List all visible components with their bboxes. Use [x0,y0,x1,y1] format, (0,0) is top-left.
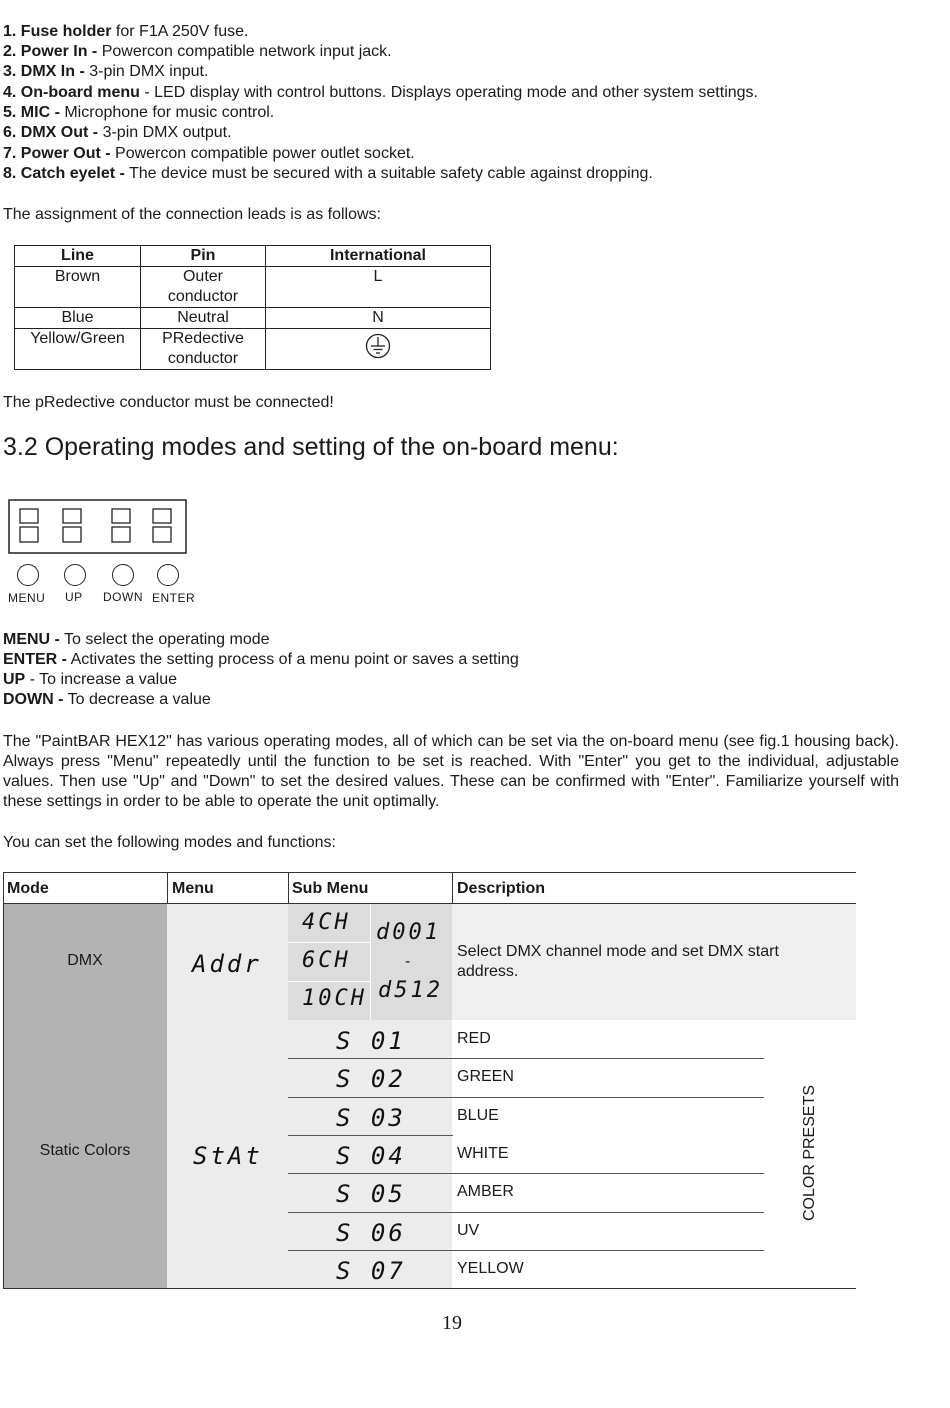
button-description: MENU - To select the operating mode [3,631,270,648]
preset-color: AMBER [457,1183,514,1200]
list-item: 2. Power In - Powercon compatible network input jack. [3,43,392,60]
color-presets-label: COLOR PRESETS [801,1084,818,1222]
table-header-row [15,246,491,267]
connection-table [14,245,491,370]
column-header: Line [15,246,141,267]
submenu-code: 6CH [302,948,351,973]
dmx-range-sep: - [405,953,411,970]
preset-code: S 04 [336,1142,406,1170]
table-cell: N [266,308,491,329]
intro-paragraph: The "PaintBAR HEX12" has various operating modes, all of which can be set via the on-board menu (see fig.1 housing back). Always press "Menu" repeatedly until the function to be set is reached. With "Enter" you get to the individual, adjustable values. Then use "Up" and "Down" to set the desired values. These can be confirmed with "Enter". Familiarize yourself with these settings in order to be able to operate the unit optimally. [3,733,899,810]
preset-color: WHITE [457,1145,509,1162]
mode-dmx: DMX [67,952,103,969]
modes-intro: You can set the following modes and functions: [3,834,336,851]
menu-code-addr: Addr [192,950,262,978]
preset-color: RED [457,1030,491,1047]
list-item: 6. DMX Out - 3-pin DMX output. [3,124,232,141]
mode-static-colors: Static Colors [39,1142,131,1159]
table-cell: Outer conductor [141,267,266,308]
protective-note: The pRedective conductor must be connected! [3,394,334,411]
assignment-intro: The assignment of the connection leads is as follows: [3,206,381,223]
column-header: Mode [7,880,49,897]
page-number: 19 [442,1312,462,1334]
earth-ground-icon [365,333,391,359]
preset-code: S 03 [336,1104,406,1132]
modes-table [0,872,860,1290]
button-description: ENTER - Activates the setting process of a menu point or saves a setting [3,651,519,668]
down-button-icon [112,564,134,586]
table-cell: L [266,267,491,308]
preset-color: GREEN [457,1068,514,1085]
table-row [15,267,491,308]
button-description: UP - To increase a value [3,671,178,688]
preset-code: S 01 [336,1027,406,1055]
list-item: 4. On-board menu - LED display with control buttons. Displays operating mode and other system settings. [3,84,758,101]
table-cell: Blue [15,308,141,329]
submenu-code: 10CH [302,986,367,1011]
button-label: UP [65,590,83,604]
preset-color: YELLOW [457,1260,524,1277]
column-header: Menu [172,880,214,897]
list-item: 1. Fuse holder for F1A 250V fuse. [3,23,249,40]
preset-code: S 07 [336,1257,406,1285]
button-label: ENTER [152,591,196,605]
button-description: DOWN - To decrease a value [3,691,211,708]
table-cell [266,329,491,370]
section-title: 3.2 Operating modes and setting of the on-board menu: [3,433,619,461]
led-panel-illustration [0,495,210,610]
dmx-range-end: d512 [378,978,443,1003]
list-item: 3. DMX In - 3-pin DMX input. [3,63,209,80]
column-header: Sub Menu [292,880,369,897]
dmx-range-start: d001 [376,920,441,945]
led-display-icon [8,499,188,555]
column-header: International [266,246,491,267]
table-cell: PRedective conductor [141,329,266,370]
column-header: Pin [141,246,266,267]
table-cell: Brown [15,267,141,308]
menu-button-icon [17,564,39,586]
up-button-icon [64,564,86,586]
button-label: DOWN [103,590,143,604]
list-item: 8. Catch eyelet - The device must be secured with a suitable safety cable against dropping. [3,165,653,182]
column-header: Description [457,880,546,897]
list-item: 7. Power Out - Powercon compatible power outlet socket. [3,145,415,162]
table-cell: Yellow/Green [15,329,141,370]
submenu-code: 4CH [302,910,351,935]
menu-code-stat: StAt [193,1142,263,1170]
table-row [15,329,491,370]
preset-code: S 06 [336,1219,406,1247]
preset-color: BLUE [457,1107,499,1124]
enter-button-icon [157,564,179,586]
preset-code: S 05 [336,1180,406,1208]
dmx-description: Select DMX channel mode and set DMX start address. [457,943,779,980]
button-label: MENU [8,591,46,605]
list-item: 5. MIC - Microphone for music control. [3,104,275,121]
preset-code: S 02 [336,1065,406,1093]
preset-color: UV [457,1222,480,1239]
table-cell: Neutral [141,308,266,329]
table-row [15,308,491,329]
